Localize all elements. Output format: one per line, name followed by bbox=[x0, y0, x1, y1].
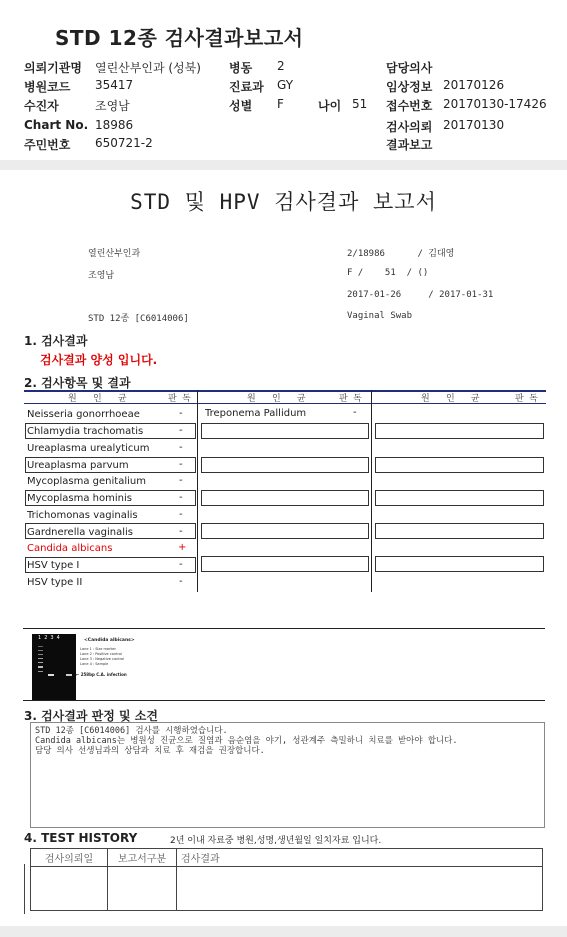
field-label: 병원코드 bbox=[24, 80, 71, 94]
field-label: 검사의뢰 bbox=[386, 120, 433, 134]
field-value: 35417 bbox=[95, 78, 134, 92]
history-col-header: 보고서구분 bbox=[108, 849, 177, 867]
divider-band bbox=[0, 160, 567, 170]
finding-line: 담당 의사 선생님과의 상담과 치료 후 재검을 권장합니다. bbox=[35, 746, 265, 756]
gel-lane-labels bbox=[38, 635, 63, 641]
lane-label: 2 bbox=[44, 635, 51, 641]
empty-cell bbox=[201, 457, 369, 473]
gel-legend-item: Lane 4 : Sample bbox=[80, 662, 109, 666]
lane-label: 1 bbox=[38, 635, 45, 641]
empty-cell bbox=[375, 490, 544, 506]
organism-name: Ureaplasma parvum bbox=[27, 460, 129, 471]
info-patient: 조영남 bbox=[88, 271, 115, 281]
field-value: 51 bbox=[352, 97, 368, 111]
column-divider bbox=[371, 390, 372, 592]
finding-line: STD 12종 [C6014006] 검사를 시행하였습니다. bbox=[35, 726, 228, 736]
history-col-header: 검사의뢰일 bbox=[31, 849, 108, 867]
bottom-band bbox=[0, 926, 567, 937]
lane-label: 3 bbox=[50, 635, 57, 641]
empty-cell bbox=[177, 867, 543, 911]
field-value: 650721-2 bbox=[95, 136, 153, 150]
gel-legend-item: Lane 2 : Positive control bbox=[80, 652, 122, 656]
info-chart-doctor: 2/18986 / 김대영 bbox=[347, 249, 455, 259]
field-label: 나이 bbox=[318, 99, 342, 113]
field-label: 주민번호 bbox=[24, 138, 71, 152]
col-header-pathogen: 원 인 균 bbox=[247, 394, 306, 404]
info-hospital: 열린산부인과 bbox=[88, 249, 141, 259]
info-sex-age: F / 51 / () bbox=[347, 268, 429, 278]
organism-name: HSV type I bbox=[27, 560, 80, 571]
organism-name: Gardnerella vaginalis bbox=[27, 527, 133, 538]
empty-cell bbox=[31, 867, 108, 911]
gel-legend bbox=[80, 647, 124, 667]
field-value: 20170126 bbox=[443, 78, 505, 92]
organism-result: - bbox=[179, 509, 183, 520]
column-divider bbox=[197, 390, 198, 592]
history-left-rule bbox=[24, 864, 25, 914]
gel-title: <Candida albicans> bbox=[84, 638, 135, 643]
empty-cell bbox=[201, 523, 369, 539]
empty-cell bbox=[375, 523, 544, 539]
gel-legend-item: Lane 1 : Size marker bbox=[80, 647, 116, 651]
col-header-judgement: 판 독 bbox=[515, 394, 538, 404]
finding-line: Candida albicans는 병원성 진균으로 질염과 음순염을 야기, 성관계주 측밀하니 치료를 받아야 합니다. bbox=[35, 736, 458, 746]
empty-cell bbox=[375, 457, 544, 473]
organism-result: - bbox=[179, 526, 183, 537]
gel-legend-item: Lane 3 : Negative control bbox=[80, 657, 125, 661]
empty-cell bbox=[201, 423, 369, 439]
organism-name: Treponema Pallidum bbox=[205, 408, 307, 419]
section1-title: 1. 검사결과 bbox=[24, 334, 88, 348]
info-test-code: STD 12종 [C6014006] bbox=[88, 314, 189, 324]
organism-result: - bbox=[179, 559, 183, 570]
section2-title: 2. 검사항목 및 결과 bbox=[24, 376, 131, 390]
empty-cell bbox=[375, 423, 544, 439]
field-value: F bbox=[277, 97, 284, 111]
history-empty-row bbox=[31, 867, 543, 911]
organism-result: - bbox=[179, 442, 183, 453]
field-value: 조영남 bbox=[95, 99, 130, 113]
organism-name: Mycoplasma hominis bbox=[27, 493, 132, 504]
result-summary: 검사결과 양성 입니다. bbox=[40, 353, 158, 367]
empty-cell bbox=[375, 556, 544, 572]
col-header-pathogen: 원 인 균 bbox=[68, 394, 127, 404]
history-table bbox=[30, 848, 543, 911]
organism-name-positive: Candida albicans bbox=[27, 543, 113, 554]
field-label: 임상정보 bbox=[386, 80, 433, 94]
organism-result: - bbox=[179, 459, 183, 470]
field-label: Chart No. bbox=[24, 118, 89, 132]
organism-result-positive: + bbox=[178, 542, 187, 553]
organism-name: HSV type II bbox=[27, 577, 83, 588]
field-value: 20170130 bbox=[443, 118, 505, 132]
field-label: 접수번호 bbox=[386, 99, 433, 113]
field-label: 진료과 bbox=[229, 80, 264, 94]
page-title: STD 12종 검사결과보고서 bbox=[55, 26, 304, 50]
organism-result: - bbox=[179, 408, 183, 419]
gel-bottom-rule bbox=[23, 700, 545, 701]
info-specimen: Vaginal Swab bbox=[347, 311, 413, 321]
field-label: 담당의사 bbox=[386, 61, 433, 75]
organism-result: - bbox=[179, 425, 183, 436]
field-label: 결과보고 bbox=[386, 138, 433, 152]
field-value: 20170130-17426 bbox=[443, 97, 547, 111]
organism-result: - bbox=[179, 475, 183, 486]
history-header-row bbox=[31, 849, 543, 867]
findings-box bbox=[30, 722, 545, 828]
organism-name: Mycoplasma genitalium bbox=[27, 476, 146, 487]
col-header-judgement: 판 독 bbox=[168, 394, 191, 404]
history-col-header: 검사결과 bbox=[177, 849, 543, 867]
field-value: 열린산부인과 (성북) bbox=[95, 61, 201, 75]
report-title: STD 및 HPV 검사결과 보고서 bbox=[130, 190, 437, 214]
empty-cell bbox=[201, 490, 369, 506]
organism-name: Chlamydia trachomatis bbox=[27, 426, 144, 437]
empty-cell bbox=[201, 556, 369, 572]
field-label: 성별 bbox=[229, 99, 253, 113]
gel-electrophoresis-image bbox=[32, 634, 76, 700]
field-label: 수진자 bbox=[24, 99, 59, 113]
field-label: 의뢰기관명 bbox=[24, 61, 82, 75]
history-note: 2년 이내 자료중 병원,성명,생년월일 일치자료 입니다. bbox=[170, 836, 382, 846]
field-label: 병동 bbox=[229, 61, 253, 75]
organism-result: - bbox=[179, 576, 183, 587]
col-header-judgement: 판 독 bbox=[339, 394, 362, 404]
section3-title: 3. 검사결과 판정 및 소견 bbox=[24, 709, 158, 723]
organism-name: Neisseria gonorrhoeae bbox=[27, 409, 140, 420]
section4-title: 4. TEST HISTORY bbox=[24, 831, 138, 845]
organism-result: - bbox=[179, 492, 183, 503]
organism-name: Ureaplasma urealyticum bbox=[27, 443, 150, 454]
lane-label: 4 bbox=[56, 635, 63, 641]
empty-cell bbox=[108, 867, 177, 911]
field-value: GY bbox=[277, 78, 294, 92]
info-dates: 2017-01-26 / 2017-01-31 bbox=[347, 290, 494, 300]
gel-bands bbox=[32, 634, 76, 700]
organism-name: Trichomonas vaginalis bbox=[27, 510, 138, 521]
organism-result: - bbox=[353, 407, 357, 418]
field-value: 18986 bbox=[95, 118, 134, 132]
col-header-pathogen: 원 인 균 bbox=[421, 394, 480, 404]
field-value: 2 bbox=[277, 59, 285, 73]
gel-top-rule bbox=[23, 628, 545, 629]
gel-note: ← 258bp C.A. infection bbox=[76, 672, 127, 677]
